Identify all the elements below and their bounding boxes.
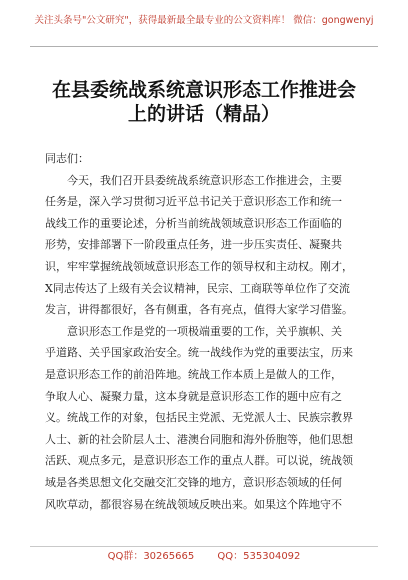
body-line: 风吹草动，都很容易在统战领域反映出来。如果这个阵地守不 xyxy=(45,497,342,511)
body-line: X同志传达了上级有关会议精神，民宗、工商联等单位作了交流 xyxy=(45,281,350,295)
footer-qq-group: QQ群：30265665 xyxy=(107,551,195,562)
header-notice: 关注头条号"公文研究"，获得最新最全最专业的公文资料库！ 微信：gongwenyj xyxy=(34,15,374,26)
body-line: 战线工作的重要论述，分析当前统战领域意识形态工作面临的 xyxy=(45,216,342,230)
body-line: 意识形态工作是党的一项极端重要的工作，关乎旗帜、关 xyxy=(67,324,342,338)
document-body xyxy=(45,148,363,515)
body-line: 域是各类思想文化交融交汇交锋的地方，意识形态领域的任何 xyxy=(45,475,342,489)
body-line: 形势，安排部署下一阶段重点任务，进一步压实责任、凝聚共 xyxy=(45,238,342,252)
body-line: 活跃、观点多元，是意识形态工作的重点人群。可以说，统战领 xyxy=(45,454,353,468)
body-line: 是意识形态工作的前沿阵地。统战工作本质上是做人的工作， xyxy=(45,367,342,381)
body-line: 争取人心、凝聚力量，这本身就是意识形态工作的题中应有之 xyxy=(45,389,342,403)
footer-contact xyxy=(0,550,408,564)
document-title xyxy=(20,78,388,126)
title-line-1: 在县委统战系统意识形态工作推进会 xyxy=(51,79,356,101)
salutation: 同志们： xyxy=(45,152,89,165)
body-line: 义。统战工作的对象，包括民主党派、无党派人士、民族宗教界 xyxy=(45,411,353,425)
title-line-2: 上的讲话（精品） xyxy=(127,103,280,125)
body-line: 人士、新的社会阶层人士、港澳台同胞和海外侨胞等，他们思想 xyxy=(45,432,353,446)
body-line: 识，牢牢掌握统战领域意识形态工作的领导权和主动权。刚才， xyxy=(45,259,353,273)
body-line: 乎道路、关乎国家政治安全。统一战线作为党的重要法宝，历来 xyxy=(45,346,353,360)
body-line: 任务是，深入学习贯彻习近平总书记关于意识形态工作和统一 xyxy=(45,195,342,209)
header-divider xyxy=(30,46,378,47)
body-line: 发言，讲得都很好，各有侧重，各有亮点，值得大家学习借鉴。 xyxy=(45,303,353,317)
footer-divider xyxy=(30,546,378,547)
footer-qq: QQ：535304092 xyxy=(217,551,301,562)
body-line: 今天，我们召开县委统战系统意识形态工作推进会，主要 xyxy=(67,173,342,187)
